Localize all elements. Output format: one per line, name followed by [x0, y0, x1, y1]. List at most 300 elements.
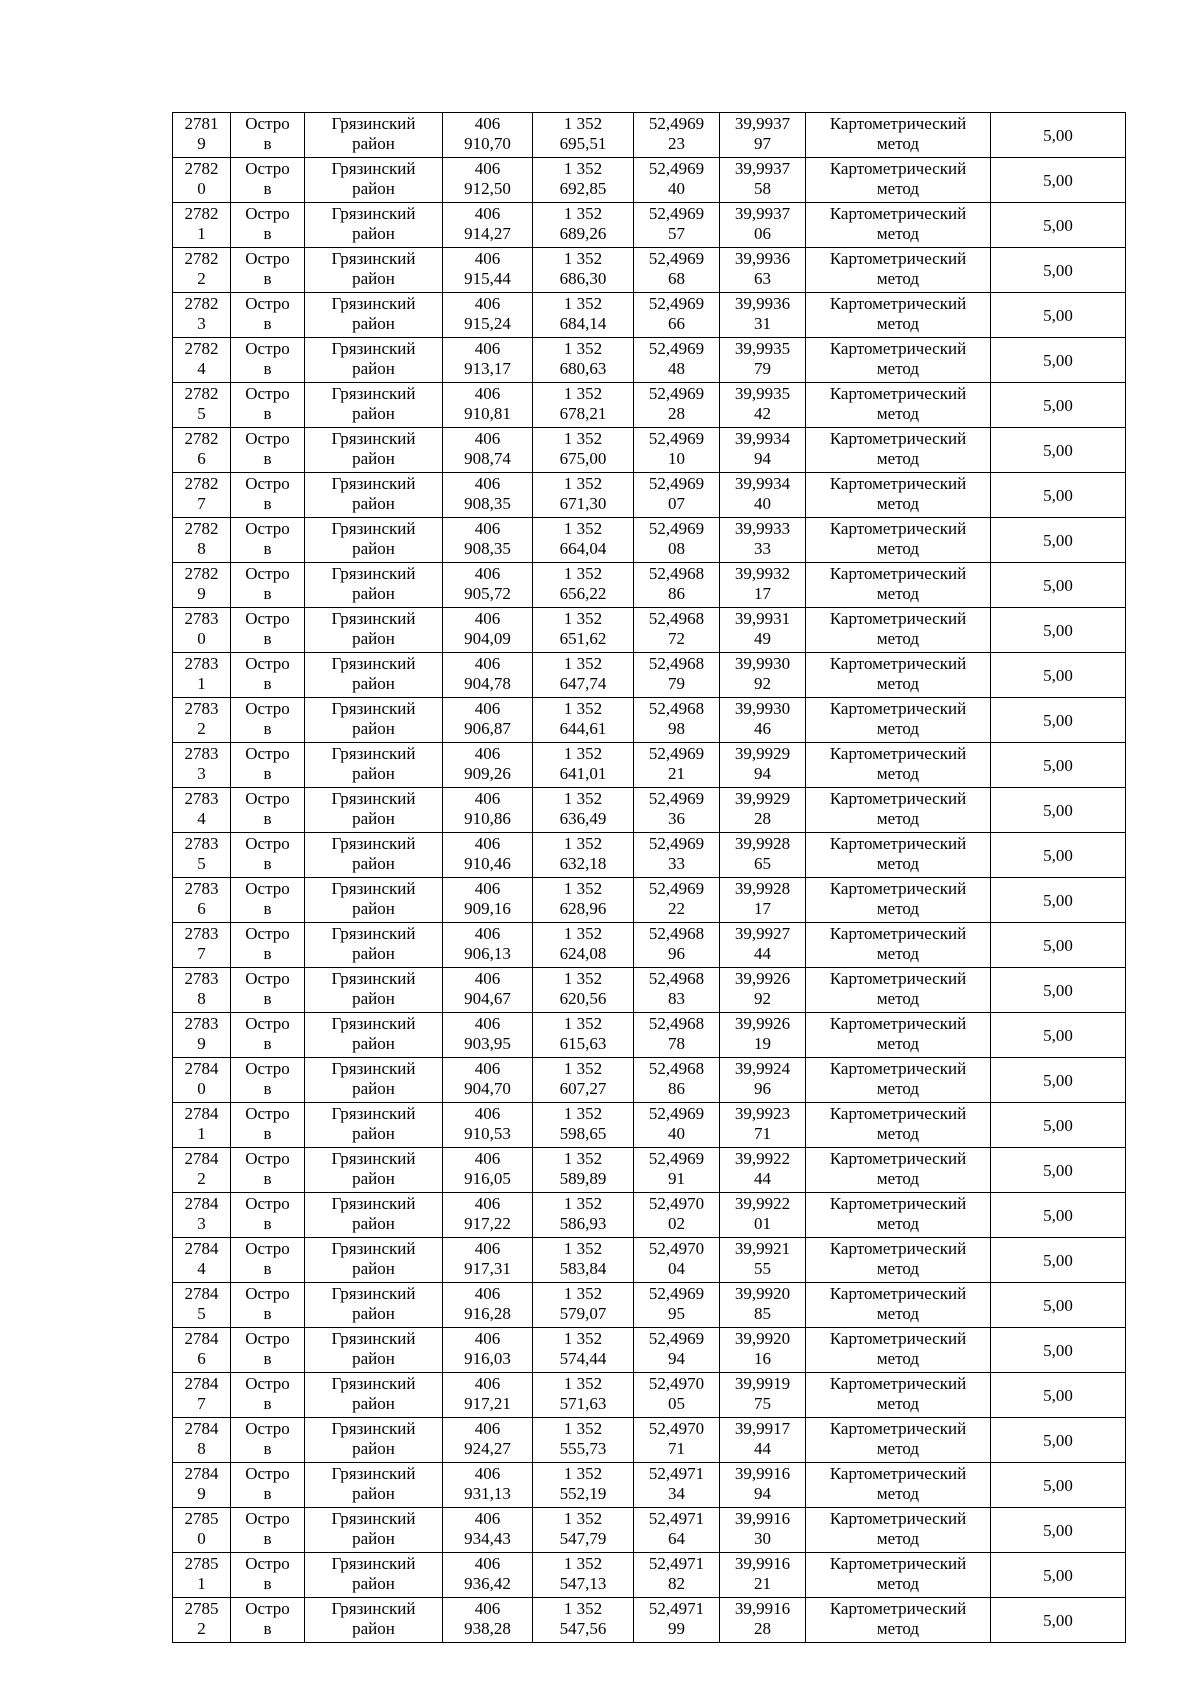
object-type-cell	[231, 563, 305, 608]
district-cell	[305, 968, 443, 1013]
object-type-cell	[231, 788, 305, 833]
point-number-cell	[173, 968, 231, 1013]
x-coordinate-cell-line: 406	[474, 204, 501, 223]
point-number-cell-line: 2	[197, 269, 206, 288]
longitude-cell-line: 33	[754, 539, 771, 558]
method-cell	[806, 428, 991, 473]
object-type-cell-line: Остро	[245, 1599, 290, 1618]
point-number-cell-line: 9	[197, 584, 206, 603]
district-cell-line: район	[352, 764, 395, 783]
district-cell	[305, 1058, 443, 1103]
latitude-cell-line: 96	[668, 944, 685, 963]
district-cell	[305, 293, 443, 338]
latitude-cell	[634, 383, 720, 428]
object-type-cell	[231, 833, 305, 878]
latitude-cell	[634, 833, 720, 878]
latitude-cell-line: 52,4969	[648, 114, 705, 133]
object-type-cell-line: Остро	[245, 1149, 290, 1168]
y-coordinate-cell	[533, 1463, 634, 1508]
accuracy-cell: 5,00	[991, 743, 1126, 788]
object-type-cell-line: в	[263, 404, 272, 423]
latitude-cell-line: 04	[668, 1259, 685, 1278]
object-type-cell	[231, 1463, 305, 1508]
latitude-cell-line: 86	[668, 584, 685, 603]
x-coordinate-cell-line: 406	[474, 564, 501, 583]
y-coordinate-cell-line: 632,18	[559, 854, 607, 873]
longitude-cell-line: 39,9936	[734, 294, 791, 313]
method-cell-line: Картометрический	[829, 429, 967, 448]
latitude-cell-line: 52,4971	[648, 1464, 705, 1483]
district-cell-line: Грязинский	[331, 969, 416, 988]
accuracy-cell: 5,00	[991, 878, 1126, 923]
method-cell	[806, 878, 991, 923]
latitude-cell-line: 52,4968	[648, 1059, 705, 1078]
object-type-cell-line: Остро	[245, 159, 290, 178]
method-cell-line: Картометрический	[829, 159, 967, 178]
y-coordinate-cell-line: 1 352	[563, 1059, 603, 1078]
point-number-cell-line: 0	[197, 629, 206, 648]
object-type-cell-line: в	[263, 1214, 272, 1233]
y-coordinate-cell	[533, 248, 634, 293]
y-coordinate-cell-line: 1 352	[563, 114, 603, 133]
object-type-cell-line: Остро	[245, 1014, 290, 1033]
district-cell-line: Грязинский	[331, 1464, 416, 1483]
latitude-cell-line: 52,4969	[648, 519, 705, 538]
point-number-cell	[173, 563, 231, 608]
x-coordinate-cell	[443, 518, 533, 563]
district-cell-line: Грязинский	[331, 1194, 416, 1213]
accuracy-cell: 5,00	[991, 113, 1126, 158]
x-coordinate-cell-line: 906,87	[464, 719, 511, 738]
object-type-cell-line: Остро	[245, 519, 290, 538]
object-type-cell-line: в	[263, 944, 272, 963]
x-coordinate-cell-line: 406	[474, 1104, 501, 1123]
point-number-cell-line: 2783	[184, 609, 219, 628]
y-coordinate-cell	[533, 1553, 634, 1598]
district-cell-line: район	[352, 584, 395, 603]
longitude-cell	[720, 383, 806, 428]
latitude-cell	[634, 743, 720, 788]
latitude-cell-line: 52,4970	[648, 1374, 705, 1393]
method-cell	[806, 1013, 991, 1058]
longitude-cell-line: 58	[754, 179, 771, 198]
latitude-cell	[634, 563, 720, 608]
latitude-cell-line: 52,4969	[648, 339, 705, 358]
object-type-cell-line: в	[263, 1169, 272, 1188]
y-coordinate-cell	[533, 608, 634, 653]
district-cell-line: Грязинский	[331, 384, 416, 403]
longitude-cell-line: 19	[754, 1034, 771, 1053]
latitude-cell-line: 64	[668, 1529, 685, 1548]
method-cell-line: Картометрический	[829, 1599, 967, 1618]
table-row	[173, 743, 1126, 788]
longitude-cell-line: 28	[754, 1619, 771, 1638]
longitude-cell-line: 39,9916	[734, 1554, 791, 1573]
x-coordinate-cell	[443, 428, 533, 473]
x-coordinate-cell-line: 406	[474, 699, 501, 718]
district-cell	[305, 1238, 443, 1283]
district-cell	[305, 473, 443, 518]
object-type-cell-line: Остро	[245, 294, 290, 313]
accuracy-cell: 5,00	[991, 1193, 1126, 1238]
y-coordinate-cell	[533, 563, 634, 608]
district-cell-line: район	[352, 1169, 395, 1188]
object-type-cell-line: Остро	[245, 969, 290, 988]
district-cell-line: Грязинский	[331, 114, 416, 133]
district-cell-line: Грязинский	[331, 609, 416, 628]
method-cell-line: метод	[876, 1304, 920, 1323]
point-number-cell-line: 2785	[184, 1554, 219, 1573]
longitude-cell-line: 92	[754, 989, 771, 1008]
y-coordinate-cell	[533, 788, 634, 833]
method-cell-line: метод	[876, 764, 920, 783]
method-cell-line: Картометрический	[829, 654, 967, 673]
longitude-cell	[720, 1238, 806, 1283]
latitude-cell-line: 52,4970	[648, 1239, 705, 1258]
latitude-cell-line: 52,4969	[648, 384, 705, 403]
accuracy-cell: 5,00	[991, 1103, 1126, 1148]
x-coordinate-cell-line: 910,81	[464, 404, 511, 423]
object-type-cell-line: Остро	[245, 1239, 290, 1258]
x-coordinate-cell	[443, 113, 533, 158]
object-type-cell-line: в	[263, 899, 272, 918]
x-coordinate-cell	[443, 653, 533, 698]
point-number-cell	[173, 1058, 231, 1103]
object-type-cell-line: Остро	[245, 1509, 290, 1528]
longitude-cell	[720, 1463, 806, 1508]
method-cell	[806, 1058, 991, 1103]
object-type-cell-line: Остро	[245, 339, 290, 358]
district-cell-line: Грязинский	[331, 564, 416, 583]
point-number-cell-line: 2784	[184, 1149, 219, 1168]
district-cell	[305, 158, 443, 203]
method-cell-line: Картометрический	[829, 1149, 967, 1168]
y-coordinate-cell-line: 695,51	[559, 134, 607, 153]
district-cell-line: Грязинский	[331, 1419, 416, 1438]
object-type-cell-line: Остро	[245, 564, 290, 583]
longitude-cell-line: 39,9933	[734, 519, 791, 538]
point-number-cell	[173, 788, 231, 833]
y-coordinate-cell	[533, 1058, 634, 1103]
point-number-cell	[173, 1013, 231, 1058]
longitude-cell	[720, 1058, 806, 1103]
longitude-cell-line: 39,9929	[734, 789, 791, 808]
x-coordinate-cell	[443, 1373, 533, 1418]
object-type-cell	[231, 203, 305, 248]
object-type-cell-line: Остро	[245, 744, 290, 763]
x-coordinate-cell	[443, 1418, 533, 1463]
accuracy-cell: 5,00	[991, 473, 1126, 518]
object-type-cell-line: Остро	[245, 384, 290, 403]
latitude-cell-line: 33	[668, 854, 685, 873]
point-number-cell	[173, 1283, 231, 1328]
point-number-cell	[173, 473, 231, 518]
y-coordinate-cell-line: 1 352	[563, 879, 603, 898]
object-type-cell	[231, 518, 305, 563]
point-number-cell-line: 3	[197, 314, 206, 333]
district-cell	[305, 1553, 443, 1598]
latitude-cell-line: 52,4971	[648, 1509, 705, 1528]
x-coordinate-cell-line: 406	[474, 969, 501, 988]
x-coordinate-cell	[443, 1103, 533, 1148]
y-coordinate-cell-line: 1 352	[563, 654, 603, 673]
longitude-cell-line: 39,9920	[734, 1329, 791, 1348]
latitude-cell	[634, 1418, 720, 1463]
latitude-cell-line: 34	[668, 1484, 685, 1503]
method-cell	[806, 1193, 991, 1238]
accuracy-cell: 5,00	[991, 518, 1126, 563]
district-cell-line: Грязинский	[331, 1509, 416, 1528]
district-cell	[305, 518, 443, 563]
y-coordinate-cell-line: 607,27	[559, 1079, 607, 1098]
latitude-cell	[634, 1103, 720, 1148]
longitude-cell-line: 85	[754, 1304, 771, 1323]
point-number-cell-line: 2782	[184, 294, 219, 313]
x-coordinate-cell-line: 924,27	[464, 1439, 511, 1458]
object-type-cell	[231, 383, 305, 428]
method-cell-line: метод	[876, 269, 920, 288]
x-coordinate-cell-line: 406	[474, 1059, 501, 1078]
latitude-cell	[634, 248, 720, 293]
object-type-cell-line: Остро	[245, 1419, 290, 1438]
point-number-cell	[173, 518, 231, 563]
x-coordinate-cell-line: 406	[474, 834, 501, 853]
table-row	[173, 833, 1126, 878]
y-coordinate-cell	[533, 1418, 634, 1463]
point-number-cell	[173, 698, 231, 743]
latitude-cell-line: 52,4969	[648, 474, 705, 493]
method-cell-line: метод	[876, 1214, 920, 1233]
table-row	[173, 1238, 1126, 1283]
accuracy-cell: 5,00	[991, 833, 1126, 878]
district-cell-line: Грязинский	[331, 654, 416, 673]
x-coordinate-cell-line: 909,26	[464, 764, 511, 783]
x-coordinate-cell	[443, 1463, 533, 1508]
y-coordinate-cell	[533, 383, 634, 428]
district-cell-line: район	[352, 1349, 395, 1368]
table-row	[173, 248, 1126, 293]
method-cell	[806, 518, 991, 563]
x-coordinate-cell	[443, 158, 533, 203]
longitude-cell-line: 39,9923	[734, 1104, 791, 1123]
table-row	[173, 1373, 1126, 1418]
accuracy-cell: 5,00	[991, 248, 1126, 293]
object-type-cell-line: в	[263, 1439, 272, 1458]
point-number-cell-line: 2782	[184, 159, 219, 178]
y-coordinate-cell-line: 1 352	[563, 1149, 603, 1168]
district-cell	[305, 1418, 443, 1463]
table-row	[173, 1103, 1126, 1148]
object-type-cell-line: Остро	[245, 789, 290, 808]
method-cell-line: метод	[876, 1574, 920, 1593]
point-number-cell-line: 2783	[184, 924, 219, 943]
longitude-cell	[720, 203, 806, 248]
y-coordinate-cell	[533, 158, 634, 203]
latitude-cell	[634, 1238, 720, 1283]
object-type-cell-line: Остро	[245, 1329, 290, 1348]
y-coordinate-cell	[533, 698, 634, 743]
point-number-cell-line: 2784	[184, 1419, 219, 1438]
latitude-cell-line: 28	[668, 404, 685, 423]
longitude-cell	[720, 1373, 806, 1418]
longitude-cell	[720, 293, 806, 338]
method-cell-line: Картометрический	[829, 384, 967, 403]
method-cell-line: метод	[876, 1259, 920, 1278]
table-row	[173, 653, 1126, 698]
x-coordinate-cell	[443, 1598, 533, 1643]
object-type-cell	[231, 1148, 305, 1193]
district-cell-line: Грязинский	[331, 1374, 416, 1393]
district-cell	[305, 428, 443, 473]
latitude-cell-line: 02	[668, 1214, 685, 1233]
object-type-cell-line: в	[263, 1079, 272, 1098]
x-coordinate-cell-line: 917,22	[464, 1214, 511, 1233]
district-cell-line: район	[352, 1304, 395, 1323]
object-type-cell	[231, 428, 305, 473]
latitude-cell	[634, 113, 720, 158]
method-cell-line: Картометрический	[829, 1554, 967, 1573]
accuracy-cell: 5,00	[991, 1373, 1126, 1418]
table-row	[173, 563, 1126, 608]
latitude-cell-line: 98	[668, 719, 685, 738]
point-number-cell-line: 2784	[184, 1194, 219, 1213]
longitude-cell	[720, 158, 806, 203]
latitude-cell-line: 40	[668, 179, 685, 198]
object-type-cell-line: в	[263, 494, 272, 513]
longitude-cell-line: 39,9930	[734, 654, 791, 673]
latitude-cell	[634, 203, 720, 248]
district-cell-line: район	[352, 224, 395, 243]
longitude-cell-line: 49	[754, 629, 771, 648]
longitude-cell	[720, 518, 806, 563]
y-coordinate-cell	[533, 878, 634, 923]
x-coordinate-cell	[443, 698, 533, 743]
accuracy-cell: 5,00	[991, 1508, 1126, 1553]
district-cell-line: Грязинский	[331, 429, 416, 448]
latitude-cell-line: 22	[668, 899, 685, 918]
object-type-cell-line: в	[263, 539, 272, 558]
district-cell-line: район	[352, 1394, 395, 1413]
method-cell-line: Картометрический	[829, 1059, 967, 1078]
longitude-cell-line: 39,9916	[734, 1464, 791, 1483]
object-type-cell-line: Остро	[245, 249, 290, 268]
y-coordinate-cell-line: 1 352	[563, 924, 603, 943]
point-number-cell-line: 7	[197, 1394, 206, 1413]
method-cell	[806, 1283, 991, 1328]
x-coordinate-cell	[443, 293, 533, 338]
y-coordinate-cell-line: 571,63	[559, 1394, 607, 1413]
object-type-cell-line: в	[263, 719, 272, 738]
table-row	[173, 1508, 1126, 1553]
x-coordinate-cell-line: 905,72	[464, 584, 511, 603]
object-type-cell-line: в	[263, 449, 272, 468]
object-type-cell	[231, 1238, 305, 1283]
object-type-cell-line: в	[263, 179, 272, 198]
latitude-cell-line: 94	[668, 1349, 685, 1368]
x-coordinate-cell-line: 406	[474, 1509, 501, 1528]
object-type-cell-line: Остро	[245, 834, 290, 853]
longitude-cell-line: 31	[754, 314, 771, 333]
longitude-cell	[720, 563, 806, 608]
point-number-cell-line: 0	[197, 179, 206, 198]
y-coordinate-cell-line: 644,61	[559, 719, 607, 738]
longitude-cell-line: 39,9927	[734, 924, 791, 943]
longitude-cell-line: 01	[754, 1214, 771, 1233]
y-coordinate-cell	[533, 518, 634, 563]
longitude-cell-line: 39,9935	[734, 339, 791, 358]
y-coordinate-cell-line: 1 352	[563, 1284, 603, 1303]
x-coordinate-cell-line: 406	[474, 744, 501, 763]
point-number-cell-line: 2783	[184, 1014, 219, 1033]
x-coordinate-cell	[443, 923, 533, 968]
object-type-cell	[231, 1373, 305, 1418]
x-coordinate-cell-line: 906,13	[464, 944, 511, 963]
y-coordinate-cell	[533, 1193, 634, 1238]
method-cell-line: Картометрический	[829, 1419, 967, 1438]
point-number-cell-line: 6	[197, 449, 206, 468]
district-cell	[305, 338, 443, 383]
district-cell	[305, 743, 443, 788]
district-cell-line: район	[352, 1124, 395, 1143]
point-number-cell-line: 3	[197, 1214, 206, 1233]
x-coordinate-cell-line: 406	[474, 384, 501, 403]
district-cell	[305, 248, 443, 293]
x-coordinate-cell-line: 903,95	[464, 1034, 511, 1053]
y-coordinate-cell	[533, 923, 634, 968]
district-cell-line: Грязинский	[331, 1284, 416, 1303]
method-cell	[806, 1148, 991, 1193]
object-type-cell	[231, 698, 305, 743]
table-row	[173, 383, 1126, 428]
y-coordinate-cell-line: 1 352	[563, 204, 603, 223]
accuracy-cell: 5,00	[991, 158, 1126, 203]
longitude-cell-line: 75	[754, 1394, 771, 1413]
longitude-cell	[720, 1598, 806, 1643]
y-coordinate-cell-line: 547,56	[559, 1619, 607, 1638]
method-cell	[806, 968, 991, 1013]
longitude-cell-line: 39,9930	[734, 699, 791, 718]
district-cell	[305, 1328, 443, 1373]
y-coordinate-cell-line: 579,07	[559, 1304, 607, 1323]
latitude-cell-line: 52,4969	[648, 879, 705, 898]
y-coordinate-cell-line: 1 352	[563, 1239, 603, 1258]
longitude-cell-line: 94	[754, 1484, 771, 1503]
latitude-cell	[634, 158, 720, 203]
x-coordinate-cell	[443, 833, 533, 878]
district-cell-line: Грязинский	[331, 744, 416, 763]
longitude-cell	[720, 653, 806, 698]
point-number-cell-line: 2783	[184, 744, 219, 763]
object-type-cell	[231, 293, 305, 338]
y-coordinate-cell	[533, 833, 634, 878]
latitude-cell-line: 79	[668, 674, 685, 693]
point-number-cell	[173, 1553, 231, 1598]
latitude-cell	[634, 1508, 720, 1553]
point-number-cell	[173, 113, 231, 158]
point-number-cell	[173, 653, 231, 698]
longitude-cell	[720, 833, 806, 878]
latitude-cell	[634, 1283, 720, 1328]
point-number-cell-line: 8	[197, 1439, 206, 1458]
longitude-cell-line: 39,9936	[734, 249, 791, 268]
object-type-cell-line: в	[263, 224, 272, 243]
x-coordinate-cell	[443, 608, 533, 653]
point-number-cell	[173, 203, 231, 248]
latitude-cell	[634, 788, 720, 833]
point-number-cell	[173, 338, 231, 383]
point-number-cell-line: 2782	[184, 519, 219, 538]
y-coordinate-cell-line: 1 352	[563, 429, 603, 448]
